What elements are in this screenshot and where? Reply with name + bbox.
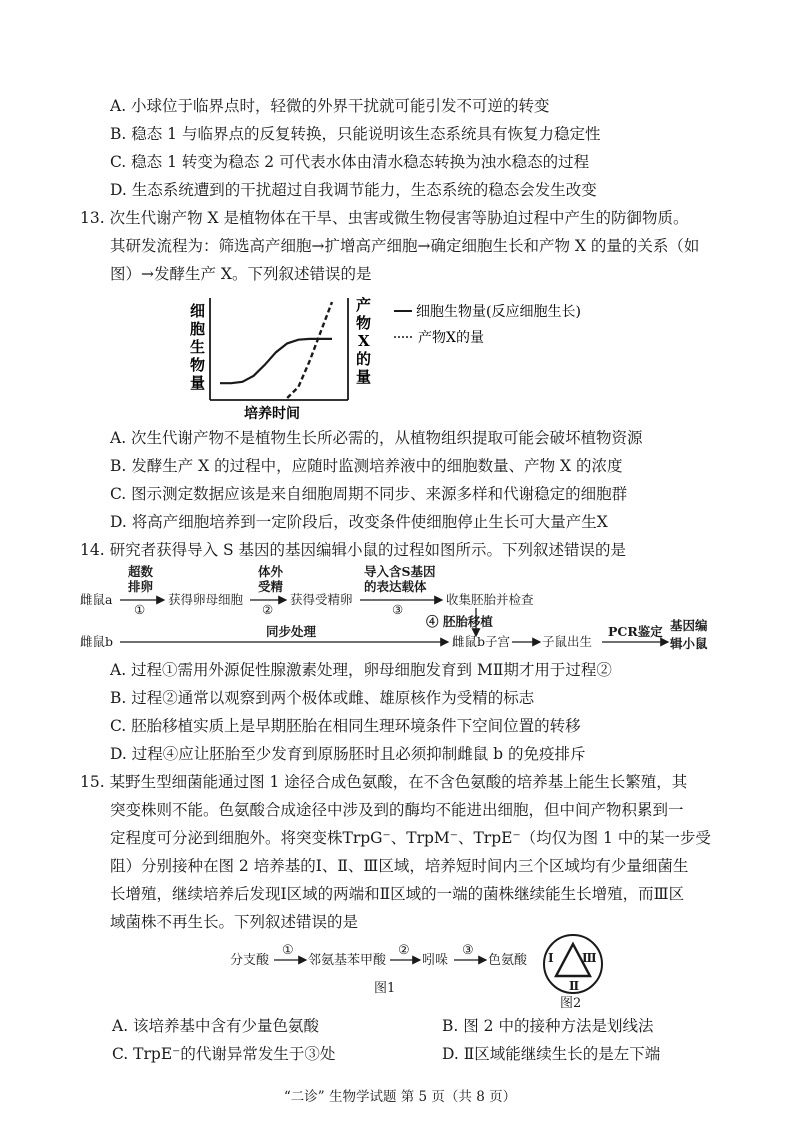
q15-figure1-caption: 图1 xyxy=(374,981,396,996)
q12-option-b: B. 稳态 1 与临界点的反复转换，只能说明该生态系统具有恢复力稳定性 xyxy=(110,125,601,143)
svg-text:细: 细 xyxy=(190,302,206,320)
q14-result1: 基因编 xyxy=(670,618,708,633)
q12-option-a: A. 小球位于临界点时，轻微的外界干扰就可能引发不可逆的转变 xyxy=(110,97,550,115)
q12-option-d: D. 生态系统遭到的干扰超过自我调节能力，生态系统的稳态会发生改变 xyxy=(110,181,597,199)
q14-step1-label1: 超数 xyxy=(128,564,154,579)
q15-pathway-node4: 色氨酸 xyxy=(488,953,528,968)
q13-x-axis-label: 培养时间 xyxy=(244,406,300,422)
q15-pathway-node2: 邻氨基苯甲酸 xyxy=(308,953,387,968)
q15-pathway-step3: ③ xyxy=(462,943,474,958)
svg-text:胞: 胞 xyxy=(190,320,206,338)
q14-option-d: D. 过程④应让胚胎至少发育到原肠胚时且必须抑制雌鼠 b 的免疫排斥 xyxy=(110,745,586,763)
q14-step3-label2: 的表达载体 xyxy=(364,579,427,594)
q15-stem-line6: 域菌株不再生长。下列叙述错误的是 xyxy=(110,913,359,931)
q13-chart xyxy=(180,292,650,424)
q13-option-c: C. 图示测定数据应该是来自细胞周期不同步、来源多样和代谢稳定的细胞群 xyxy=(110,485,628,503)
q14-flow-diagram xyxy=(80,564,720,656)
q14-node-uterus: 雌鼠b子宫 xyxy=(452,634,511,649)
q14-option-c: C. 胚胎移植实质上是早期胚胎在相同生理环境条件下空间位置的转移 xyxy=(110,717,581,735)
q15-pathway-step2: ② xyxy=(398,943,410,958)
q13-legend-biomass: 细胞生物量(反应细胞生长) xyxy=(416,304,581,320)
q13-option-b: B. 发酵生产 X 的过程中，应随时监测培养液中的细胞数量、产物 X 的浓度 xyxy=(110,457,623,475)
q15-option-d: D. Ⅱ区域能继续生长的是左下端 xyxy=(442,1045,661,1063)
q14-step3-num: ③ xyxy=(392,602,404,617)
q14-step1-num: ① xyxy=(134,602,146,617)
q14-step1-label2: 排卵 xyxy=(128,579,154,594)
q15-stem-line1: 15. 某野生型细菌能通过图 1 途径合成色氨酸，在不含色氨酸的培养基上能生长繁殖，其 xyxy=(80,773,688,791)
q15-figure2-caption: 图2 xyxy=(560,996,582,1011)
q14-step2-num: ② xyxy=(262,602,274,617)
q14-step3-label1: 导入含S基因 xyxy=(364,564,436,579)
svg-text:物: 物 xyxy=(356,314,372,332)
svg-text:量: 量 xyxy=(356,368,372,386)
q13-right-axis-label xyxy=(356,296,371,386)
q14-step2-label2: 受精 xyxy=(258,579,284,594)
q14-stem: 14. 研究者获得导入 S 基因的基因编辑小鼠的过程如图所示。下列叙述错误的是 xyxy=(80,541,627,559)
q15-stem-line5: 长增殖，继续培养后发现Ⅰ区域的两端和Ⅱ区域的一端的菌株继续能生长增殖，而Ⅲ区 xyxy=(110,885,685,903)
q14-step4-label: ④ 胚胎移植 xyxy=(426,614,493,629)
q14-node-birth: 子鼠出生 xyxy=(542,634,593,649)
q14-mouse-a: 雌鼠a xyxy=(80,592,113,607)
q13-stem-line1: 13. 次生代谢产物 X 是植物体在干旱、虫害或微生物侵害等胁迫过程中产生的防御物质。 xyxy=(80,209,689,227)
q15-option-a: A. 该培养基中含有少量色氨酸 xyxy=(112,1017,320,1035)
q15-zone-ii: Ⅰ xyxy=(548,951,554,965)
q13-legend-product-x: 产物X的量 xyxy=(418,330,484,346)
q13-stem-line2: 其研发流程为：筛选高产细胞→扩增高产细胞→确定细胞生长和产物 X 的量的关系（如 xyxy=(110,237,700,255)
q15-stem-line3: 定程度可分泌到细胞外。将突变株TrpG⁻、TrpM⁻、TrpE⁻（均仅为图 1 中的某一步受 xyxy=(110,829,711,847)
q15-zone-iii: Ⅲ xyxy=(582,951,597,965)
q13-option-a: A. 次生代谢产物不是植物生长所必需的，从植物组织提取可能会破坏植物资源 xyxy=(110,429,643,447)
q15-figures xyxy=(230,934,630,1012)
svg-text:X: X xyxy=(358,332,370,350)
page-footer: “二诊” 生物学试题 第 5 页（共 8 页） xyxy=(283,1089,517,1105)
q14-node-oocyte: 获得卵母细胞 xyxy=(168,592,244,607)
q15-stem-line4: 阻）分别接种在图 2 培养基的Ⅰ、Ⅱ、Ⅲ区域，培养短时间内三个区域均有少量细菌生 xyxy=(110,857,689,875)
q14-mouse-b: 雌鼠b xyxy=(80,634,114,649)
q15-pathway-node3: 吲哚 xyxy=(422,953,449,968)
svg-text:物: 物 xyxy=(190,356,206,374)
q15-pathway-node1: 分支酸 xyxy=(230,953,270,968)
q14-option-b: B. 过程②通常以观察到两个极体或雌、雄原核作为受精的标志 xyxy=(110,689,535,707)
q13-series-product-x xyxy=(287,302,332,398)
svg-text:产: 产 xyxy=(356,296,372,314)
q12-option-c: C. 稳态 1 转变为稳态 2 可代表水体由清水稳态转换为浊水稳态的过程 xyxy=(110,153,590,171)
q13-option-d: D. 将高产细胞培养到一定阶段后，改变条件使细胞停止生长可大量产生X xyxy=(110,513,608,531)
q15-option-b: B. 图 2 中的接种方法是划线法 xyxy=(442,1017,654,1035)
q15-pathway-step1: ① xyxy=(282,943,294,958)
q14-option-a: A. 过程①需用外源促性腺激素处理，卵母细胞发育到 MⅡ期才用于过程② xyxy=(110,661,612,679)
q14-step2-label1: 体外 xyxy=(258,564,284,579)
q13-stem-line3: 图）→发酵生产 X。下列叙述错误的是 xyxy=(110,265,372,283)
q15-option-c: C. TrpE⁻的代谢异常发生于③处 xyxy=(112,1045,336,1063)
q14-pcr-label: PCR鉴定 xyxy=(608,624,663,639)
svg-text:生: 生 xyxy=(190,338,206,356)
svg-text:量: 量 xyxy=(190,374,206,392)
q14-node-embryo: 收集胚胎并检查 xyxy=(446,592,534,607)
q13-left-axis-label xyxy=(190,302,205,392)
q15-stem-line2: 突变株则不能。色氨酸合成途径中涉及到的酶均不能进出细胞，但中间产物积累到一 xyxy=(110,801,684,819)
q14-node-zygote: 获得受精卵 xyxy=(290,592,353,607)
svg-text:的: 的 xyxy=(356,350,372,368)
q15-zone-i: Ⅱ xyxy=(569,979,580,993)
q14-sync-label: 同步处理 xyxy=(266,624,317,639)
q14-result2: 辑小鼠 xyxy=(670,636,708,651)
